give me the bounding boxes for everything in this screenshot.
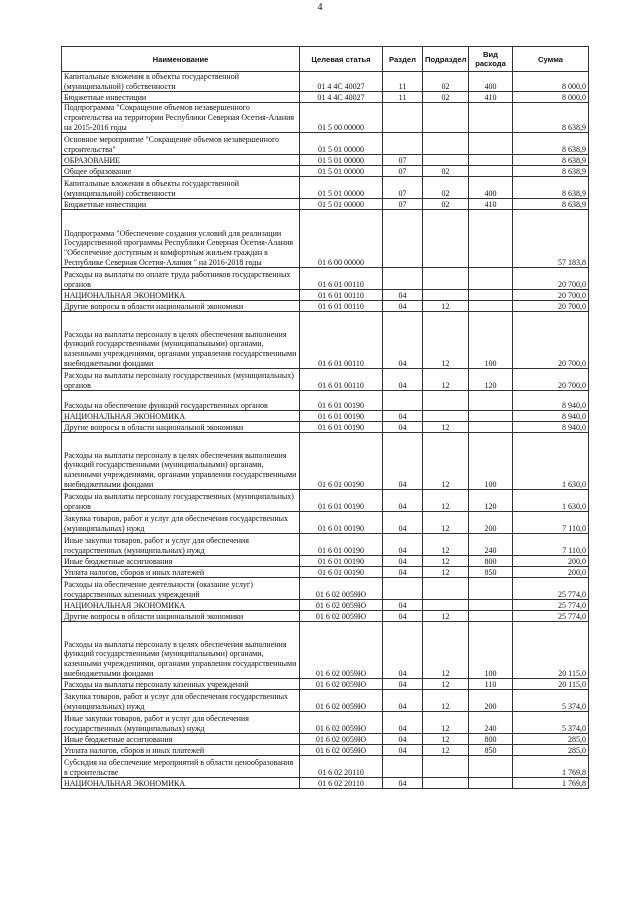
row-name: Бюджетные инвестиции xyxy=(62,199,300,210)
table-row xyxy=(62,166,589,177)
row-section xyxy=(383,756,423,778)
row-name: Расходы на выплаты персоналу государственных (муниципальных) органов xyxy=(62,369,300,391)
row-name: Иные бюджетные ассигнования xyxy=(62,556,300,567)
row-target-article: 01 5 01 00000 xyxy=(300,199,383,210)
row-expense-type: 100 xyxy=(469,433,513,490)
row-sum: 8 638,9 xyxy=(513,166,589,177)
row-section: 04 xyxy=(383,600,423,611)
row-section: 04 xyxy=(383,734,423,745)
row-section xyxy=(383,210,423,268)
row-expense-type xyxy=(469,155,513,166)
row-sum: 1 769,8 xyxy=(513,778,589,789)
table-row xyxy=(62,556,589,567)
table-row xyxy=(62,92,589,103)
table-row xyxy=(62,72,589,92)
row-section: 11 xyxy=(383,92,423,103)
row-subsection: 02 xyxy=(423,177,469,199)
row-section: 04 xyxy=(383,301,423,312)
row-section: 04 xyxy=(383,290,423,301)
row-expense-type: 120 xyxy=(469,490,513,512)
row-subsection: 12 xyxy=(423,512,469,534)
row-subsection xyxy=(423,756,469,778)
row-sum: 20 700,0 xyxy=(513,369,589,391)
row-sum: 25 774,0 xyxy=(513,611,589,622)
header-section: Раздел xyxy=(383,47,423,72)
row-name: Капитальные вложения в объекты государственной (муниципальной) собственности xyxy=(62,72,300,92)
row-subsection: 02 xyxy=(423,166,469,177)
table-row xyxy=(62,422,589,433)
table-row xyxy=(62,391,589,411)
row-subsection xyxy=(423,103,469,133)
header-sum: Сумма xyxy=(513,47,589,72)
row-target-article: 01 6 02 20110 xyxy=(300,756,383,778)
row-target-article: 01 4 4С 40027 xyxy=(300,72,383,92)
table-row xyxy=(62,490,589,512)
header-subsection: Подраздел xyxy=(423,47,469,72)
row-name: Расходы на обеспечение деятельности (оказание услуг) государственных казенных учреждений xyxy=(62,578,300,600)
row-expense-type: 100 xyxy=(469,622,513,679)
row-name: Подпрограмма "Обеспечение создания условий для реализации Государственной программы Республики Северная Осетия-Алания "Обеспечение доступным и комфортным жильем граждан в Республике Северная Осетия-Алания " на 2016-2018 годы xyxy=(62,210,300,268)
row-subsection xyxy=(423,268,469,290)
row-sum: 200,0 xyxy=(513,567,589,578)
row-sum: 8 638,9 xyxy=(513,177,589,199)
row-expense-type: 200 xyxy=(469,690,513,712)
row-sum: 200,0 xyxy=(513,556,589,567)
row-expense-type xyxy=(469,290,513,301)
row-expense-type xyxy=(469,422,513,433)
row-name: Расходы на обеспечение функций государственных органов xyxy=(62,391,300,411)
table-row xyxy=(62,712,589,734)
row-name: Общее образование xyxy=(62,166,300,177)
row-subsection: 12 xyxy=(423,690,469,712)
row-sum: 25 774,0 xyxy=(513,578,589,600)
row-subsection: 12 xyxy=(423,556,469,567)
row-target-article: 01 6 01 00190 xyxy=(300,422,383,433)
row-expense-type: 100 xyxy=(469,312,513,369)
row-sum: 8 000,0 xyxy=(513,72,589,92)
row-section xyxy=(383,578,423,600)
row-target-article: 01 6 02 0059Ю xyxy=(300,679,383,690)
row-name: Расходы на выплаты персоналу казенных учреждений xyxy=(62,679,300,690)
row-subsection: 12 xyxy=(423,312,469,369)
row-expense-type: 240 xyxy=(469,534,513,556)
row-section: 04 xyxy=(383,556,423,567)
row-subsection xyxy=(423,411,469,422)
row-name: Расходы на выплаты персоналу в целях обеспечения выполнения функций государственными (муниципальными) органами, казенными учреждениями, органами управления государственными внебюджетными фондами xyxy=(62,622,300,679)
row-target-article: 01 6 01 00190 xyxy=(300,433,383,490)
row-section: 07 xyxy=(383,199,423,210)
row-expense-type: 200 xyxy=(469,512,513,534)
row-name: Расходы на выплаты по оплате труда работников государственных органов xyxy=(62,268,300,290)
row-subsection xyxy=(423,600,469,611)
table-row xyxy=(62,745,589,756)
row-target-article: 01 6 02 0059Ю xyxy=(300,690,383,712)
row-section: 04 xyxy=(383,778,423,789)
row-section: 04 xyxy=(383,422,423,433)
table-header-row xyxy=(62,47,589,72)
budget-table xyxy=(61,46,589,789)
row-target-article: 01 6 01 00190 xyxy=(300,411,383,422)
row-section: 04 xyxy=(383,312,423,369)
page-number: 4 xyxy=(317,2,323,13)
row-target-article: 01 6 01 00190 xyxy=(300,534,383,556)
row-expense-type xyxy=(469,756,513,778)
row-section: 04 xyxy=(383,567,423,578)
row-subsection: 12 xyxy=(423,712,469,734)
row-target-article: 01 6 01 00190 xyxy=(300,490,383,512)
table-row xyxy=(62,690,589,712)
row-sum: 20 700,0 xyxy=(513,312,589,369)
row-sum: 7 110,0 xyxy=(513,534,589,556)
row-target-article: 01 5 00 00000 xyxy=(300,103,383,133)
row-target-article: 01 6 01 00110 xyxy=(300,268,383,290)
row-sum: 8 638,9 xyxy=(513,133,589,155)
row-target-article: 01 6 02 0059Ю xyxy=(300,578,383,600)
row-target-article: 01 4 4С 40027 xyxy=(300,92,383,103)
row-subsection: 12 xyxy=(423,301,469,312)
row-section: 04 xyxy=(383,745,423,756)
row-expense-type: 850 xyxy=(469,745,513,756)
table-row xyxy=(62,756,589,778)
table-row xyxy=(62,611,589,622)
row-section xyxy=(383,268,423,290)
row-section: 04 xyxy=(383,712,423,734)
row-name: Уплата налогов, сборов и иных платежей xyxy=(62,567,300,578)
row-subsection: 02 xyxy=(423,72,469,92)
row-section xyxy=(383,133,423,155)
row-name: НАЦИОНАЛЬНАЯ ЭКОНОМИКА xyxy=(62,778,300,789)
row-subsection: 12 xyxy=(423,567,469,578)
row-subsection: 12 xyxy=(423,745,469,756)
row-section: 04 xyxy=(383,679,423,690)
row-expense-type: 240 xyxy=(469,712,513,734)
row-subsection xyxy=(423,391,469,411)
row-sum: 8 940,0 xyxy=(513,411,589,422)
row-expense-type: 850 xyxy=(469,567,513,578)
row-target-article: 01 6 01 00190 xyxy=(300,512,383,534)
row-expense-type xyxy=(469,578,513,600)
row-target-article: 01 6 02 0059Ю xyxy=(300,600,383,611)
row-target-article: 01 6 02 0059Ю xyxy=(300,712,383,734)
row-subsection: 12 xyxy=(423,369,469,391)
row-sum: 20 700,0 xyxy=(513,301,589,312)
row-expense-type: 110 xyxy=(469,679,513,690)
row-section: 04 xyxy=(383,512,423,534)
row-subsection: 12 xyxy=(423,422,469,433)
header-target-article: Целевая статья xyxy=(300,47,383,72)
row-name: НАЦИОНАЛЬНАЯ ЭКОНОМИКА xyxy=(62,290,300,301)
row-expense-type xyxy=(469,103,513,133)
table-row xyxy=(62,433,589,490)
row-expense-type xyxy=(469,133,513,155)
row-name: ОБРАЗОВАНИЕ xyxy=(62,155,300,166)
row-target-article: 01 6 01 00190 xyxy=(300,556,383,567)
row-section: 11 xyxy=(383,72,423,92)
row-sum: 285,0 xyxy=(513,734,589,745)
row-subsection: 12 xyxy=(423,611,469,622)
table-row xyxy=(62,199,589,210)
row-name: Основное мероприятие "Сокращение объемов незавершенного строительства" xyxy=(62,133,300,155)
row-name: Расходы на выплаты персоналу государственных (муниципальных) органов xyxy=(62,490,300,512)
row-expense-type: 400 xyxy=(469,72,513,92)
row-name: Закупка товаров, работ и услуг для обеспечения государственных (муниципальных) нужд xyxy=(62,512,300,534)
row-subsection: 02 xyxy=(423,92,469,103)
table-row xyxy=(62,369,589,391)
table-row xyxy=(62,177,589,199)
row-name: Другие вопросы в области национальной экономики xyxy=(62,611,300,622)
table-row xyxy=(62,567,589,578)
row-sum: 20 115,0 xyxy=(513,622,589,679)
row-expense-type xyxy=(469,391,513,411)
row-target-article: 01 6 01 00110 xyxy=(300,301,383,312)
row-name: Бюджетные инвестиции xyxy=(62,92,300,103)
row-subsection xyxy=(423,578,469,600)
row-target-article: 01 6 02 0059Ю xyxy=(300,734,383,745)
table-row xyxy=(62,411,589,422)
table-row xyxy=(62,133,589,155)
row-sum: 8 940,0 xyxy=(513,391,589,411)
row-section: 04 xyxy=(383,411,423,422)
row-sum: 20 700,0 xyxy=(513,268,589,290)
row-target-article: 01 5 01 00000 xyxy=(300,133,383,155)
header-name: Наименование xyxy=(62,47,300,72)
row-expense-type xyxy=(469,611,513,622)
table-row xyxy=(62,622,589,679)
row-expense-type xyxy=(469,411,513,422)
row-section: 07 xyxy=(383,166,423,177)
row-target-article: 01 6 01 00190 xyxy=(300,567,383,578)
row-name: НАЦИОНАЛЬНАЯ ЭКОНОМИКА xyxy=(62,600,300,611)
row-expense-type xyxy=(469,600,513,611)
row-name: Расходы на выплаты персоналу в целях обеспечения выполнения функций государственными (муниципальными) органами, казенными учреждениями, органами управления государственными внебюджетными фондами xyxy=(62,312,300,369)
row-expense-type: 410 xyxy=(469,199,513,210)
row-target-article: 01 6 01 00110 xyxy=(300,290,383,301)
row-section: 04 xyxy=(383,369,423,391)
row-name: Капитальные вложения в объекты государственной (муниципальной) собственности xyxy=(62,177,300,199)
row-section: 04 xyxy=(383,490,423,512)
table-body xyxy=(62,72,589,789)
row-expense-type xyxy=(469,210,513,268)
row-section: 04 xyxy=(383,622,423,679)
row-target-article: 01 5 01 00000 xyxy=(300,177,383,199)
row-section: 04 xyxy=(383,534,423,556)
row-subsection xyxy=(423,133,469,155)
table-row xyxy=(62,103,589,133)
row-target-article: 01 6 01 00190 xyxy=(300,391,383,411)
row-sum: 25 774,0 xyxy=(513,600,589,611)
row-sum: 20 700,0 xyxy=(513,290,589,301)
row-name: Уплата налогов, сборов и иных платежей xyxy=(62,745,300,756)
row-sum: 5 374,0 xyxy=(513,690,589,712)
row-target-article: 01 6 01 00110 xyxy=(300,369,383,391)
row-subsection: 12 xyxy=(423,534,469,556)
table-row xyxy=(62,512,589,534)
table-row xyxy=(62,210,589,268)
row-subsection: 12 xyxy=(423,622,469,679)
row-sum: 1 769,8 xyxy=(513,756,589,778)
row-subsection xyxy=(423,290,469,301)
table-row xyxy=(62,734,589,745)
row-expense-type: 800 xyxy=(469,734,513,745)
row-subsection xyxy=(423,155,469,166)
table-row xyxy=(62,312,589,369)
row-name: Иные бюджетные ассигнования xyxy=(62,734,300,745)
row-name: Расходы на выплаты персоналу в целях обеспечения выполнения функций государственными (муниципальными) органами, казенными учреждениями, органами управления государственными внебюджетными фондами xyxy=(62,433,300,490)
row-subsection: 12 xyxy=(423,490,469,512)
row-sum: 57 183,8 xyxy=(513,210,589,268)
row-subsection: 02 xyxy=(423,199,469,210)
row-sum: 8 638,9 xyxy=(513,103,589,133)
row-target-article: 01 5 01 00000 xyxy=(300,166,383,177)
row-expense-type xyxy=(469,166,513,177)
table-row xyxy=(62,301,589,312)
table-row xyxy=(62,600,589,611)
row-section xyxy=(383,103,423,133)
row-expense-type: 800 xyxy=(469,556,513,567)
row-subsection xyxy=(423,778,469,789)
row-target-article: 01 5 01 00000 xyxy=(300,155,383,166)
row-name: Иные закупки товаров, работ и услуг для обеспечения государственных (муниципальных) нужд xyxy=(62,712,300,734)
row-target-article: 01 6 01 00110 xyxy=(300,312,383,369)
row-section: 04 xyxy=(383,690,423,712)
row-sum: 8 940,0 xyxy=(513,422,589,433)
table-row xyxy=(62,534,589,556)
row-name: Иные закупки товаров, работ и услуг для обеспечения государственных (муниципальных) нужд xyxy=(62,534,300,556)
table-row xyxy=(62,778,589,789)
row-section: 04 xyxy=(383,433,423,490)
table-row xyxy=(62,155,589,166)
row-name: Подпрограмма "Сокращение объемов незавершенного строительства на территории Республики Северная Осетия-Алания на 2015-2016 годы xyxy=(62,103,300,133)
row-sum: 8 000,0 xyxy=(513,92,589,103)
row-target-article: 01 6 00 00000 xyxy=(300,210,383,268)
row-sum: 5 374,0 xyxy=(513,712,589,734)
row-sum: 1 630,0 xyxy=(513,490,589,512)
row-subsection: 12 xyxy=(423,679,469,690)
row-name: Закупка товаров, работ и услуг для обеспечения государственных (муниципальных) нужд xyxy=(62,690,300,712)
row-sum: 285,0 xyxy=(513,745,589,756)
row-expense-type: 410 xyxy=(469,92,513,103)
table-row xyxy=(62,578,589,600)
row-expense-type xyxy=(469,301,513,312)
row-expense-type: 120 xyxy=(469,369,513,391)
row-subsection: 12 xyxy=(423,734,469,745)
row-sum: 8 638,9 xyxy=(513,155,589,166)
row-sum: 8 638,9 xyxy=(513,199,589,210)
table-row xyxy=(62,268,589,290)
row-section: 07 xyxy=(383,155,423,166)
row-target-article: 01 6 02 20110 xyxy=(300,778,383,789)
row-expense-type: 400 xyxy=(469,177,513,199)
row-target-article: 01 6 02 0059Ю xyxy=(300,745,383,756)
row-name: Другие вопросы в области национальной экономики xyxy=(62,422,300,433)
row-target-article: 01 6 02 0059Ю xyxy=(300,622,383,679)
row-section: 04 xyxy=(383,611,423,622)
row-subsection: 12 xyxy=(423,433,469,490)
header-expense-type: Вид расхода xyxy=(469,47,513,72)
row-sum: 1 630,0 xyxy=(513,433,589,490)
row-section: 07 xyxy=(383,177,423,199)
row-expense-type xyxy=(469,778,513,789)
row-name: Субсидия на обеспечение мероприятий в области ценообразования в строительстве xyxy=(62,756,300,778)
row-subsection xyxy=(423,210,469,268)
table-row xyxy=(62,290,589,301)
row-name: НАЦИОНАЛЬНАЯ ЭКОНОМИКА xyxy=(62,411,300,422)
row-sum: 20 115,0 xyxy=(513,679,589,690)
row-expense-type xyxy=(469,268,513,290)
row-section xyxy=(383,391,423,411)
row-target-article: 01 6 02 0059Ю xyxy=(300,611,383,622)
table-row xyxy=(62,679,589,690)
row-sum: 7 110,0 xyxy=(513,512,589,534)
row-name: Другие вопросы в области национальной экономики xyxy=(62,301,300,312)
